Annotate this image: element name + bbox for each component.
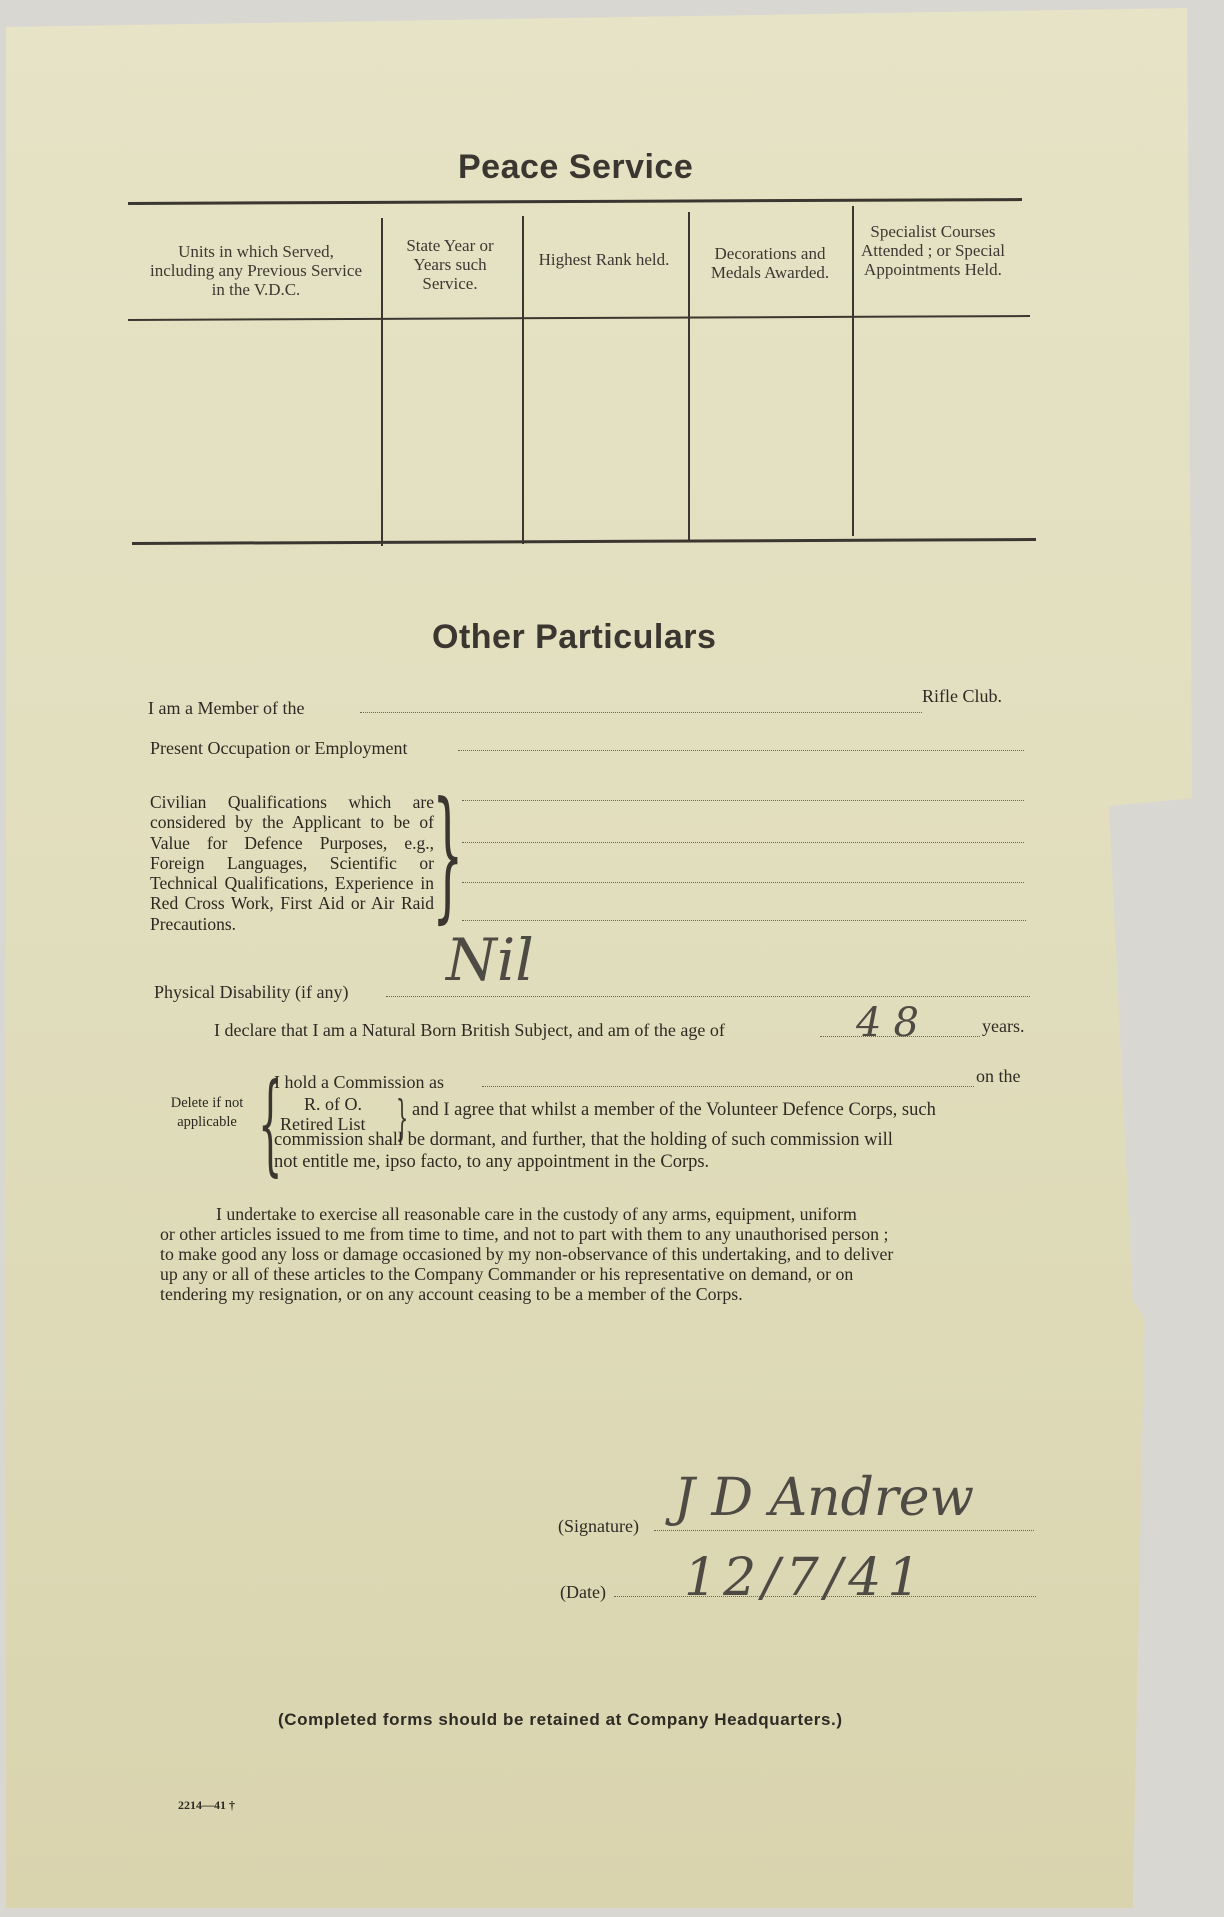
commission-field (482, 1086, 974, 1087)
signature-field (654, 1530, 1034, 1531)
undertaking-line: I undertake to exercise all reasonable care in the custody of any arms, equipment, uniform (216, 1204, 857, 1224)
commission-line-1: I hold a Commission as (274, 1072, 444, 1092)
civilian-field-3 (462, 882, 1024, 883)
civilian-qualifications-label: Civilian Qualifications which are considered by the Applicant to be of Value for Defence Purposes, e.g., Foreign Languages, Scientific or Technical Qualifications, Experience in Red Cross Work, First Aid or Air Raid Precautions. (150, 792, 434, 934)
undertaking-line: up any or all of these articles to the Company Commander or his representative on demand, or on (160, 1264, 854, 1284)
peace-service-title: Peace Service (458, 148, 694, 186)
table-col-divider (688, 212, 690, 540)
date-handwritten: 12/7/41 (684, 1548, 927, 1608)
disability-handwritten: Nil (446, 926, 534, 994)
footer-note: (Completed forms should be retained at Company Headquarters.) (278, 1710, 843, 1729)
civilian-field-4 (462, 920, 1026, 921)
civilian-field-1 (462, 800, 1024, 801)
column-header-rank: Highest Rank held. (538, 250, 670, 269)
table-col-divider (522, 216, 524, 544)
commission-line-2: and I agree that whilst a member of the Volunteer Defence Corps, such (412, 1100, 936, 1120)
civilian-brace: } (432, 772, 464, 937)
occupation-label: Present Occupation or Employment (150, 738, 408, 758)
commission-brace-left: { (258, 1059, 283, 1187)
disability-label: Physical Disability (if any) (154, 982, 349, 1002)
disability-field (386, 996, 1030, 997)
undertaking-line: tendering my resignation, or on any account ceasing to be a member of the Corps. (160, 1284, 743, 1304)
commission-brace-right: } (396, 1090, 409, 1146)
commission-on-the: on the (976, 1066, 1021, 1086)
column-header-units: Units in which Served, including any Previous Service in the V.D.C. (150, 242, 362, 299)
member-label: I am a Member of the (148, 698, 305, 718)
member-field (360, 712, 922, 713)
commission-retired: Retired List (280, 1114, 366, 1134)
delete-if-not-applicable: Delete if not applicable (170, 1095, 244, 1130)
commission-line-4: not entitle me, ipso facto, to any appointment in the Corps. (274, 1152, 710, 1172)
years-label: years. (982, 1016, 1025, 1036)
column-header-years: State Year or Years such Service. (406, 236, 494, 293)
table-col-divider (381, 218, 383, 546)
rifle-club-label: Rifle Club. (922, 686, 1002, 706)
undertaking-line: or other articles issued to me from time to time, and not to part with them to any unauthorised person ; (160, 1224, 889, 1244)
column-header-decorations: Decorations and Medals Awarded. (710, 244, 830, 282)
declaration-text: I declare that I am a Natural Born British Subject, and am of the age of (214, 1020, 725, 1040)
age-handwritten: 48 (856, 1000, 931, 1046)
other-particulars-title: Other Particulars (432, 618, 717, 656)
commission-line-3: commission shall be dormant, and further, that the holding of such commission will (274, 1130, 893, 1150)
date-label: (Date) (560, 1582, 606, 1602)
occupation-field (458, 750, 1024, 751)
undertaking-line: to make good any loss or damage occasioned by my non-observance of this undertaking, and to deliver (160, 1244, 894, 1264)
column-header-specialist: Specialist Courses Attended ; or Special Appointments Held. (861, 222, 1005, 279)
form-number: 2214—41 † (178, 1798, 235, 1812)
signature-handwritten: J D Andrew (674, 1468, 975, 1528)
civilian-field-2 (462, 842, 1024, 843)
commission-ro: R. of O. (304, 1094, 362, 1114)
signature-label: (Signature) (558, 1516, 639, 1536)
